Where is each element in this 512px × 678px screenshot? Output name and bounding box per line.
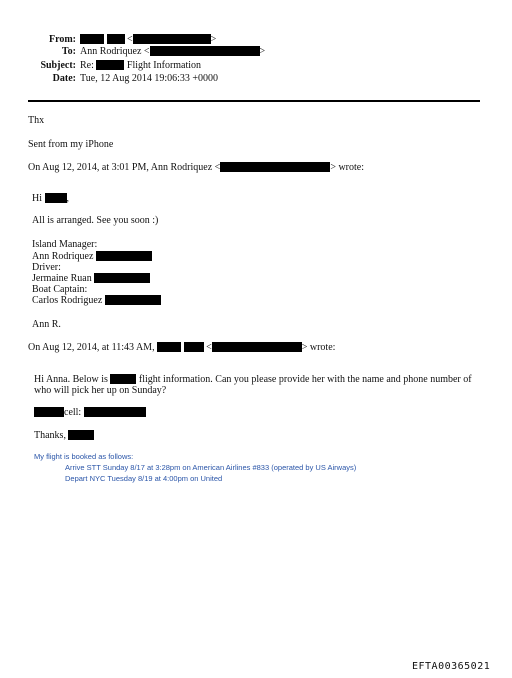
subject-suffix: Flight Information bbox=[126, 60, 202, 71]
redaction-block bbox=[157, 342, 181, 352]
thanks-word: Thanks, bbox=[34, 430, 66, 441]
from-label: From: bbox=[48, 34, 76, 45]
role-ann-name: Ann Rodriquez bbox=[32, 251, 94, 262]
quote-header-1-suffix: > wrote: bbox=[330, 162, 364, 173]
greeting-comma: , bbox=[66, 193, 69, 204]
redaction-block bbox=[94, 273, 150, 283]
cell-line bbox=[34, 407, 146, 419]
redaction-block bbox=[80, 34, 104, 44]
redaction-block bbox=[84, 407, 146, 417]
request-line-1b: flight information. Can you please provide her with the name and phone number of bbox=[138, 374, 472, 385]
to-value bbox=[80, 46, 265, 58]
from-close-bracket: > bbox=[210, 34, 217, 45]
quote-header-1 bbox=[28, 162, 364, 174]
redaction-block bbox=[96, 60, 124, 70]
reply-text: Thx bbox=[28, 115, 45, 126]
greeting-word: Hi bbox=[32, 193, 42, 204]
booking-arrive: Arrive STT Sunday 8/17 at 3:28pm on American Airlines #833 (operated by US Airways) bbox=[65, 463, 357, 472]
date-label: Date: bbox=[52, 73, 76, 84]
role-jermaine-name: Jermaine Ruan bbox=[32, 273, 92, 284]
arranged-text: All is arranged. See you soon :) bbox=[32, 215, 159, 226]
sign-off: Ann R. bbox=[32, 319, 61, 330]
from-value bbox=[80, 34, 216, 46]
cell-label: cell: bbox=[64, 407, 82, 418]
subject-prefix: Re: bbox=[80, 60, 94, 71]
to-label: To: bbox=[61, 46, 76, 57]
booking-intro: My flight is booked as follows: bbox=[34, 452, 134, 461]
redaction-block bbox=[212, 342, 302, 352]
redaction-block bbox=[105, 295, 161, 305]
to-close-bracket: > bbox=[259, 46, 266, 57]
from-open-bracket: < bbox=[127, 34, 133, 45]
redaction-block bbox=[150, 46, 260, 56]
quote-header-2-suffix: > wrote: bbox=[301, 342, 336, 353]
quote-header-1-prefix: On Aug 12, 2014, at 3:01 PM, Ann Rodriquez < bbox=[28, 162, 221, 173]
redaction-block bbox=[45, 193, 67, 203]
redaction-block bbox=[133, 34, 211, 44]
redaction-block bbox=[34, 407, 64, 417]
signature-line: Sent from my iPhone bbox=[28, 139, 114, 150]
redaction-block bbox=[184, 342, 204, 352]
subject-label: Subject: bbox=[40, 60, 76, 71]
request-line-2: who will pick her up on Sunday? bbox=[34, 385, 167, 396]
redaction-block bbox=[220, 162, 330, 172]
request-line-1a: Hi Anna. Below is bbox=[34, 374, 108, 385]
subject-value bbox=[80, 60, 201, 72]
greeting bbox=[32, 193, 69, 205]
thanks-line bbox=[34, 430, 94, 442]
redaction-block bbox=[107, 34, 125, 44]
role-island-manager: Island Manager: bbox=[32, 239, 98, 250]
redaction-block bbox=[68, 430, 94, 440]
document-id: EFTA00365021 bbox=[412, 661, 491, 672]
booking-depart: Depart NYC Tuesday 8/19 at 4:00pm on United bbox=[65, 474, 223, 483]
role-boat-captain: Boat Captain: bbox=[32, 284, 88, 295]
redaction-block bbox=[96, 251, 152, 261]
quote-header-2 bbox=[28, 342, 335, 354]
role-carlos-name: Carlos Rodriguez bbox=[32, 295, 103, 306]
header-divider bbox=[28, 100, 480, 102]
quote-header-2-open: < bbox=[206, 342, 212, 353]
to-name: Ann Rodriquez < bbox=[80, 46, 150, 57]
quote-header-2-prefix: On Aug 12, 2014, at 11:43 AM, bbox=[28, 342, 155, 353]
role-driver: Driver: bbox=[32, 262, 61, 273]
date-value: Tue, 12 Aug 2014 19:06:33 +0000 bbox=[80, 73, 219, 84]
role-carlos bbox=[32, 295, 161, 307]
redaction-block bbox=[110, 374, 136, 384]
